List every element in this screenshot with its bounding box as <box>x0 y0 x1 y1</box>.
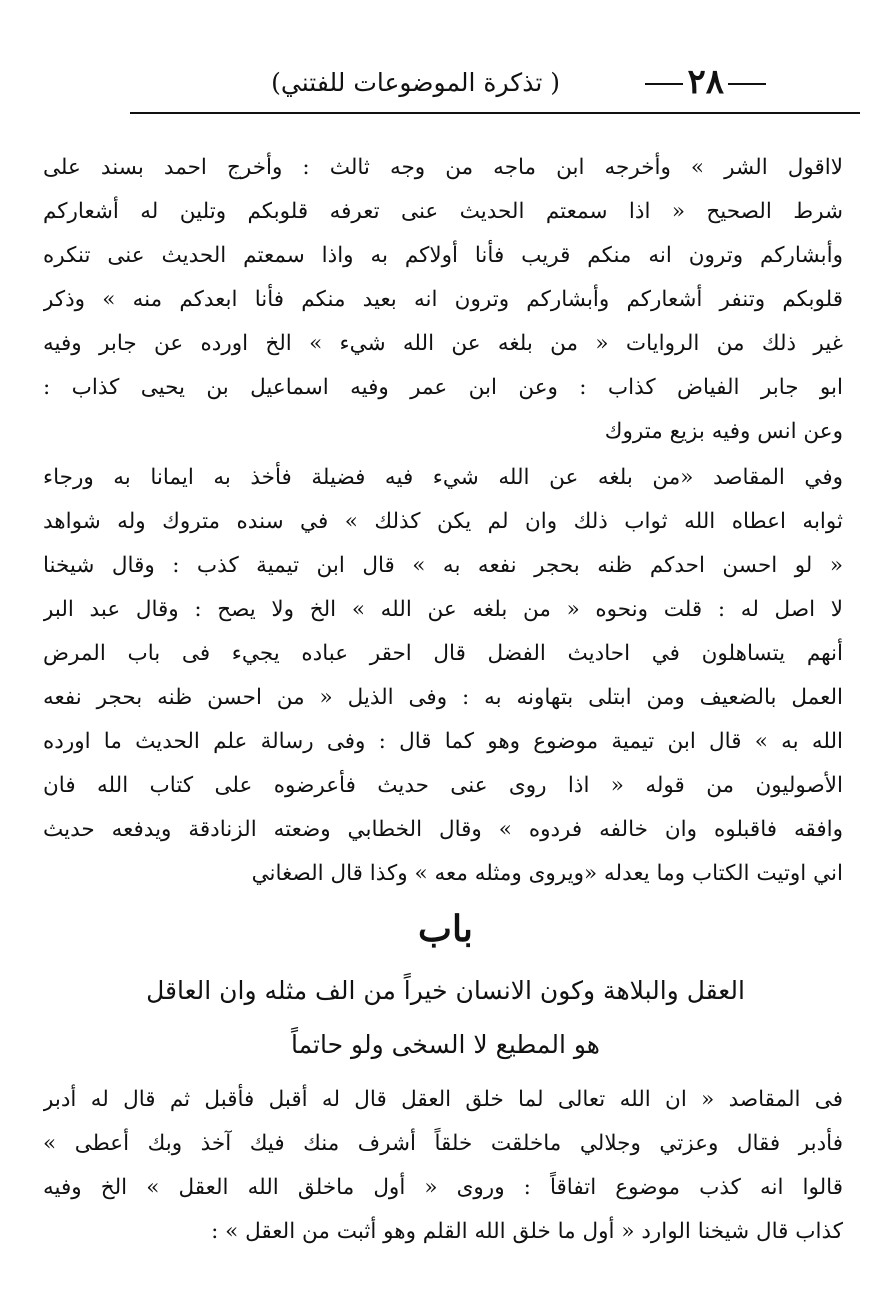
text-line: لا اصل له : قلت ونحوه « من بلغه عن الله » الخ ولا يصح : وقال عبد البر <box>43 597 843 622</box>
text-line: العمل بالضعيف ومن ابتلى بتهاونه به : وفى الذيل « من احسن ظنه بحجر نفعه <box>43 685 843 710</box>
paragraph-2 <box>43 456 843 896</box>
text-line: قالوا انه كذب موضوع اتفاقاً : وروى « أول ماخلق الله العقل » الخ وفيه <box>43 1175 843 1200</box>
section-subtitle-line-2: هو المطيع لا السخى ولو حاتماً <box>290 1030 600 1059</box>
text-line: فى المقاصد « ان الله تعالى لما خلق العقل قال له أقبل فأقبل ثم قال له أدبر <box>43 1087 843 1112</box>
paragraph-3 <box>43 1078 843 1254</box>
text-line: وفي المقاصد «من بلغه عن الله شيء فيه فضيلة فأخذ به ايمانا به ورجاء <box>43 465 843 490</box>
section-title: باب <box>418 908 473 950</box>
text-line: غير ذلك من الروايات « من بلغه عن الله شيء » الخ اورده عن جابر وفيه <box>43 331 843 356</box>
text-line: فأدبر فقال وعزتي وجلالي ماخلقت خلقاً أشرف منك فيك آخذ وبك أعطى » <box>43 1131 843 1156</box>
section-subtitle-line-1: العقل والبلاهة وكون الانسان خيراً من الف مثله وان العاقل <box>146 976 745 1005</box>
text-line: « لو احسن احدكم ظنه بحجر نفعه به » قال ابن تيمية كذب : وقال شيخنا <box>43 553 843 578</box>
header-divider <box>130 112 860 114</box>
page-header <box>110 58 770 108</box>
text-line: الأصوليون من قوله « اذا روى عنى حديث فأعرضوه على كتاب الله فان <box>43 773 843 798</box>
text-line: شرط الصحيح « اذا سمعتم الحديث عنى تعرفه قلوبكم وتلين له أشعاركم <box>43 199 843 224</box>
paragraph-1 <box>43 146 843 454</box>
running-title: ( تذكرة الموضوعات للفتني) <box>271 68 560 97</box>
text-line: أنهم يتساهلون في احاديث الفضل قال احقر عباده يجيء فى باب المرض <box>43 641 843 666</box>
page-number: ٢٨ <box>641 62 770 102</box>
text-line: ابو جابر الفياض كذاب : وعن ابن عمر وفيه اسماعيل بن يحيى كذاب : <box>43 375 843 400</box>
text-line: وافقه فاقبلوه وان خالفه فردوه » وقال الخطابي وضعته الزنادقة ويدفعه حديث <box>43 817 843 842</box>
text-line: وأبشاركم وترون انه منكم قريب فأنا أولاكم به واذا سمعتم الحديث عنى تنكره <box>43 243 843 268</box>
text-line: لااقول الشر » وأخرجه ابن ماجه من وجه ثالث : وأخرج احمد بسند على <box>43 155 843 180</box>
text-line: وعن انس وفيه بزيع متروك <box>604 419 843 444</box>
text-line: ثوابه اعطاه الله ثواب ذلك وان لم يكن كذلك » في سنده متروك وله شواهد <box>43 509 843 534</box>
text-line: قلوبكم وتنفر أشعاركم وأبشاركم وترون انه بعيد منكم فأنا ابعدكم منه » وذكر <box>43 287 843 312</box>
text-line: اني اوتيت الكتاب وما يعدله «ويروى ومثله معه » وكذا قال الصغاني <box>251 861 843 886</box>
text-line: كذاب قال شيخنا الوارد « أول ما خلق الله القلم وهو أثبت من العقل » : <box>211 1219 843 1244</box>
text-line: الله به » قال ابن تيمية موضوع وهو كما قال : وفى رسالة علم الحديث ما اورده <box>43 729 843 754</box>
